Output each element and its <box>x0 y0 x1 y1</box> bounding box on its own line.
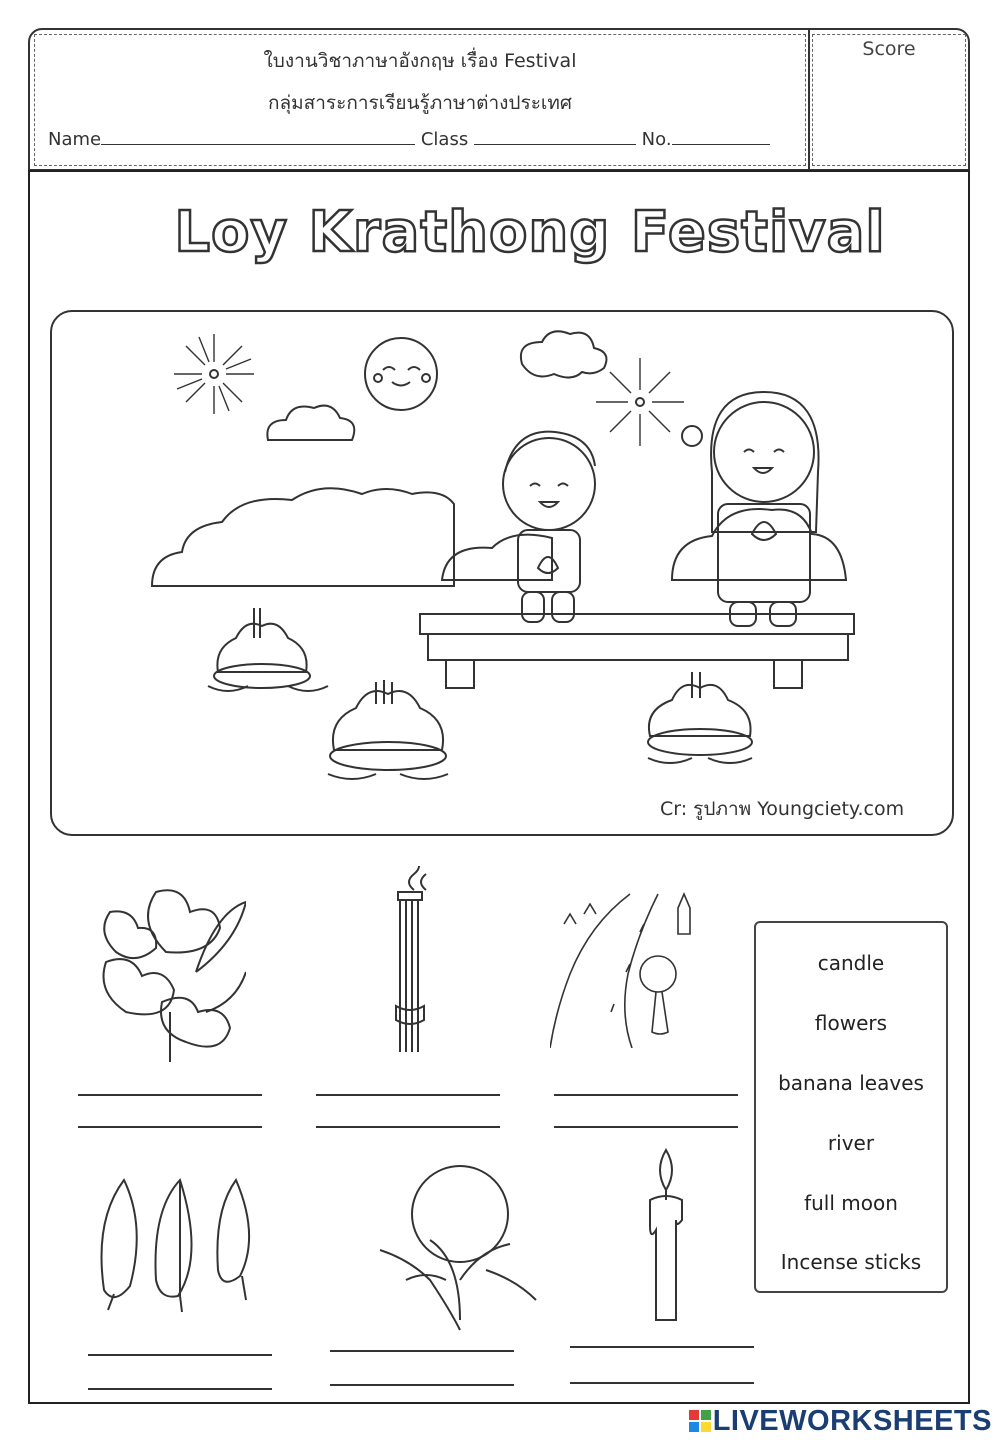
krathong-icon <box>208 608 328 691</box>
word-bank-item[interactable]: flowers <box>814 1011 888 1035</box>
full-moon-icon <box>376 1160 540 1332</box>
answer-line[interactable] <box>88 1354 272 1356</box>
answer-line[interactable] <box>88 1388 272 1390</box>
answer-line[interactable] <box>554 1126 738 1128</box>
liveworksheets-logo <box>689 1405 992 1438</box>
loy-krathong-scene-icon <box>52 312 952 834</box>
bushes-icon <box>672 509 846 580</box>
answer-line[interactable] <box>570 1382 754 1384</box>
liveworksheets-logo-icon <box>689 1410 711 1432</box>
river-icon <box>550 884 700 1048</box>
firework-icon <box>596 358 684 446</box>
class-label: Class <box>420 129 469 150</box>
liveworksheets-brand: LIVEWORKSHEETS <box>712 1405 992 1437</box>
incense-sticks-icon <box>380 866 450 1062</box>
answer-line[interactable] <box>316 1094 500 1096</box>
word-bank-item[interactable]: banana leaves <box>778 1071 924 1095</box>
scene-illustration-box <box>50 310 954 836</box>
word-bank-item[interactable]: river <box>827 1131 875 1155</box>
boy-icon <box>503 432 595 622</box>
number-label: No. <box>641 129 672 150</box>
cloud-icon <box>521 331 607 377</box>
answer-line[interactable] <box>316 1126 500 1128</box>
candle-icon <box>636 1146 696 1326</box>
name-field[interactable] <box>101 128 415 145</box>
image-credit: Cr: รูปภาพ Youngciety.com <box>660 798 905 820</box>
firework-icon <box>174 334 254 414</box>
word-bank <box>754 921 948 1293</box>
answer-line[interactable] <box>78 1126 262 1128</box>
flowers-icon <box>86 872 246 1062</box>
score-label: Score <box>862 38 916 60</box>
page-title: Loy Krathong Festival <box>174 200 886 265</box>
name-label: Name <box>48 129 102 150</box>
cloud-icon <box>267 406 354 440</box>
worksheet-subject: ใบงานวิชาภาษาอังกฤษ เรื่อง Festival <box>263 50 577 72</box>
word-bank-item[interactable]: candle <box>817 951 885 975</box>
krathong-icon <box>328 680 448 779</box>
krathong-icon <box>648 672 752 763</box>
answer-line[interactable] <box>554 1094 738 1096</box>
word-bank-item[interactable]: full moon <box>804 1191 898 1215</box>
banana-leaves-icon <box>96 1172 266 1314</box>
word-bank-item[interactable]: Incense sticks <box>780 1250 922 1274</box>
answer-line[interactable] <box>570 1346 754 1348</box>
bushes-icon <box>152 488 454 586</box>
worksheet-department: กลุ่มสาระการเรียนรู้ภาษาต่างประเทศ <box>268 92 572 114</box>
class-field[interactable] <box>474 128 636 145</box>
answer-line[interactable] <box>330 1350 514 1352</box>
bushes-icon <box>442 535 552 580</box>
student-info-line <box>48 128 770 150</box>
header-divider <box>808 30 810 170</box>
number-field[interactable] <box>672 128 770 145</box>
moon-face-icon <box>365 338 437 410</box>
answer-line[interactable] <box>78 1094 262 1096</box>
answer-line[interactable] <box>330 1384 514 1386</box>
